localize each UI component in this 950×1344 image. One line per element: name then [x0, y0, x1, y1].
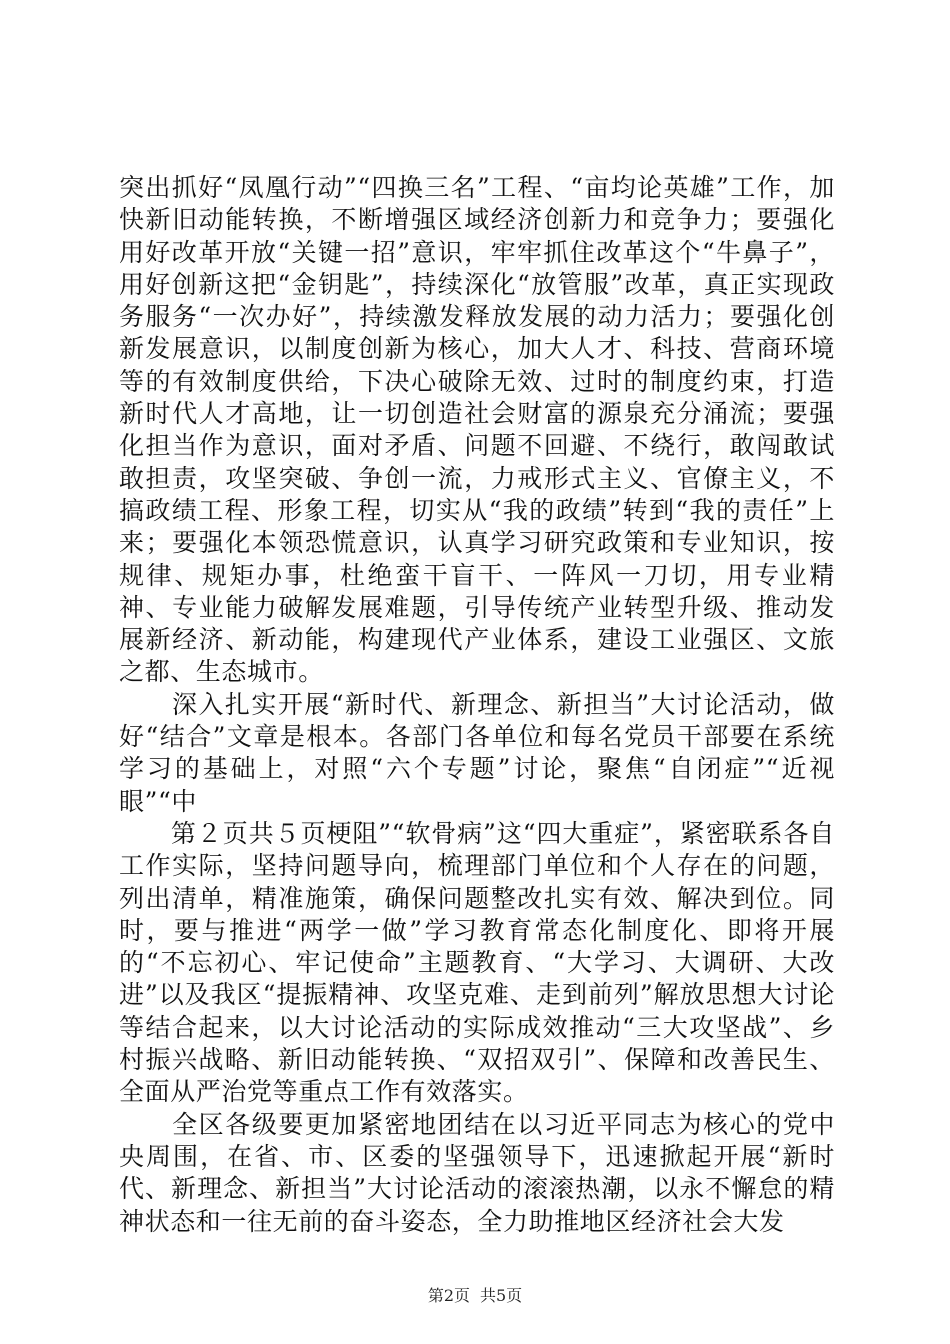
paragraph-1: 突出抓好“凤凰行动”“四换三名”工程、“亩均论英雄”工作，加快新旧动能转换，不断增强区域经济创新力和竞争力；要强化用好改革开放“关键一招”意识，牢牢抓住改革这个“牛鼻子”，用好创新这把“金钥匙”，持续深化“放管服”改革，真正实现政务服务“一次办好”，持续激发释放发展的动力活力；要强化创新发展意识，以制度创新为核心，加大人才、科技、营商环境等的有效制度供给，下决心破除无效、过时的制度约束，打造新时代人才高地，让一切创造社会财富的源泉充分涌流；要强化担当作为意识，面对矛盾、问题不回避、不绕行，敢闯敢试敢担责，攻坚突破、争创一流，力戒形式主义、官僚主义，不搞政绩工程、形象工程，切实从“我的政绩”转到“我的责任”上来；要强化本领恐慌意识，认真学习研究政策和专业知识，按规律、规矩办事，杜绝蛮干盲干、一阵风一刀切，用专业精神、专业能力破解发展难题，引导传统产业转型升级、推动发展新经济、新动能，构建现代产业体系，建设工业强区、文旅之都、生态城市。 — [119, 173, 835, 687]
page-number: 第2页 — [427, 1286, 470, 1305]
paragraph-2: 深入扎实开展“新时代、新理念、新担当”大讨论活动，做好“结合”文章是根本。各部门各单位和每名党员干部要在系统学习的基础上，对照“六个专题”讨论，聚焦“自闭症”“近视眼”“中 — [119, 689, 835, 816]
paragraph-4: 全区各级要更加紧密地团结在以习近平同志为核心的党中央周围，在省、市、区委的坚强领导下，迅速掀起开展“新时代、新理念、新担当”大讨论活动的滚滚热潮，以永不懈怠的精神状态和一往无前的奋斗姿态，全力助推地区经济社会大发 — [119, 1109, 835, 1236]
paragraph-3: 第２页共５页梗阻”“软骨病”这“四大重症”，紧密联系各自工作实际，坚持问题导向，梳理部门单位和个人存在的问题，列出清单，精准施策，确保问题整改扎实有效、解决到位。同时，要与推进“两学一做”学习教育常态化制度化、即将开展的“不忘初心、牢记使命”主题教育、“大学习、大调研、大改进”以及我区“提振精神、攻坚克难、走到前列”解放思想大讨论等结合起来，以大讨论活动的实际成效推动“三大攻坚战”、乡村振兴战略、新旧动能转换、“双招双引”、保障和改善民生、全面从严治党等重点工作有效落实。 — [119, 818, 835, 1107]
page-footer — [0, 1286, 950, 1306]
document-body — [119, 172, 835, 1238]
page-total: 共5页 — [480, 1286, 523, 1305]
